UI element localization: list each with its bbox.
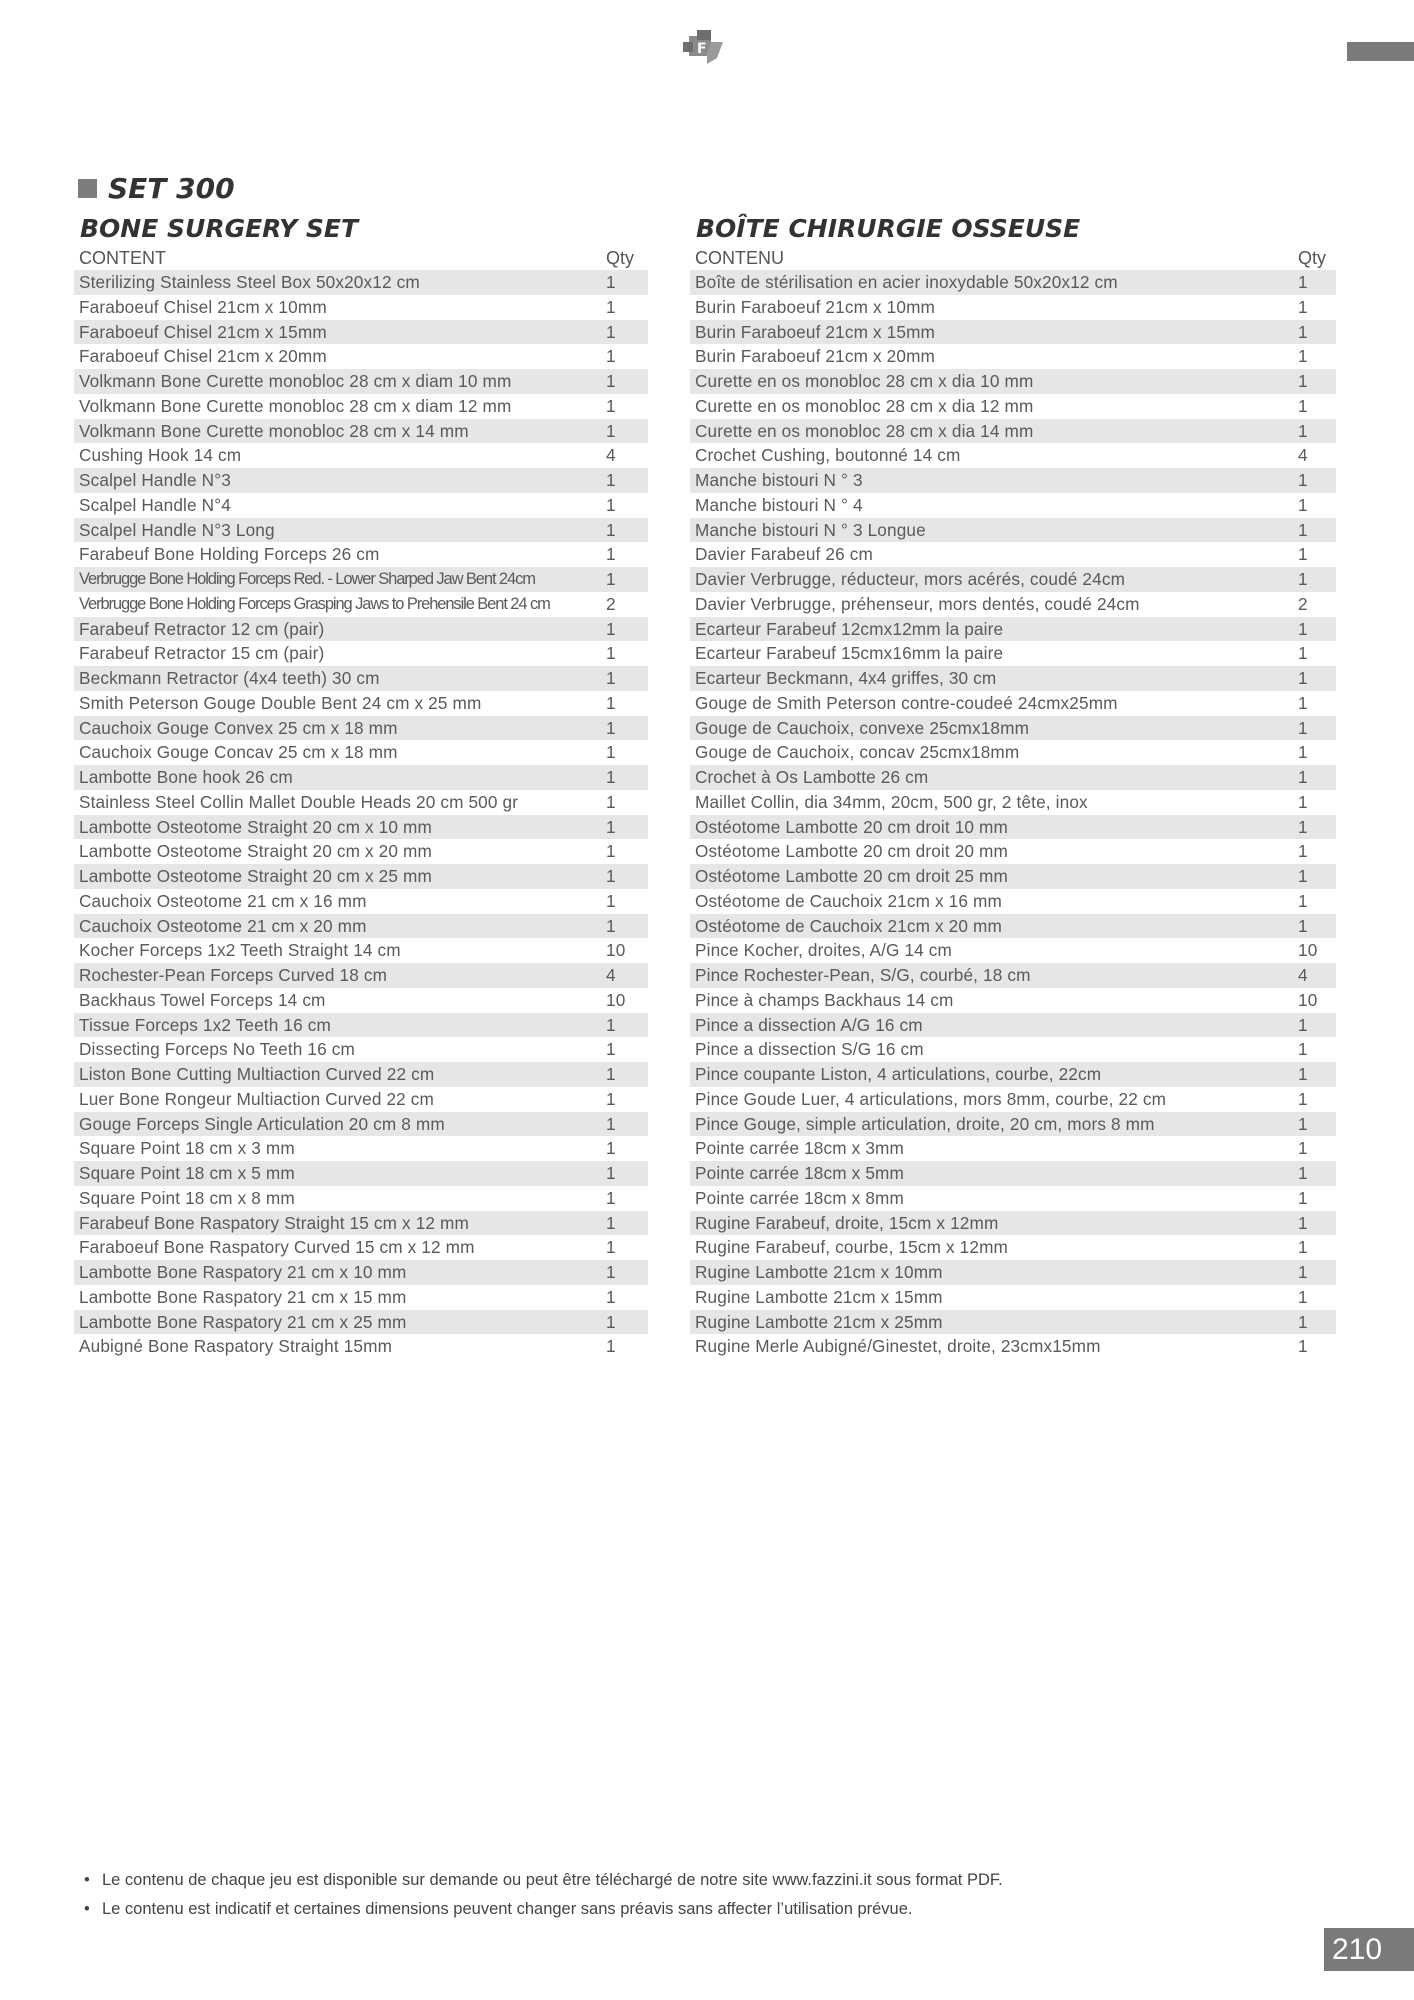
set-title-text: SET 300 — [108, 172, 235, 205]
item-qty: 10 — [1298, 940, 1318, 961]
table-row — [74, 641, 648, 666]
qty-header: Qty — [1298, 248, 1327, 268]
table-row — [74, 270, 648, 295]
item-qty: 1 — [606, 1187, 616, 1208]
table-row — [690, 790, 1336, 815]
item-name: Gouge de Cauchoix, concav 25cmx18mm — [695, 742, 1020, 763]
item-name: Davier Verbrugge, réducteur, mors acérés, coudé 24cm — [695, 569, 1126, 589]
table-row — [74, 592, 648, 617]
item-qty: 1 — [1298, 866, 1308, 886]
item-qty: 1 — [606, 791, 616, 812]
item-qty: 1 — [606, 1336, 616, 1357]
item-name: Rochester-Pean Forceps Curved 18 cm — [79, 965, 388, 985]
item-qty: 10 — [606, 989, 626, 1010]
item-qty: 1 — [1298, 841, 1308, 862]
table-row — [690, 518, 1336, 543]
item-name: Manche bistouri N ° 3 Longue — [695, 519, 926, 540]
item-name: Verbrugge Bone Holding Forceps Red. - Lower Sharped Jaw Bent 24cm — [79, 570, 535, 588]
table-row — [74, 938, 648, 963]
item-name: Faraboeuf Chisel 21cm x 15mm — [79, 321, 327, 342]
item-name: Pointe carrée 18cm x 5mm — [695, 1163, 904, 1183]
item-qty: 1 — [606, 420, 616, 441]
item-qty: 1 — [606, 1311, 616, 1332]
table-row — [74, 691, 648, 716]
item-qty: 1 — [1298, 717, 1308, 738]
item-qty: 1 — [606, 767, 616, 787]
item-name: Farabeuf Retractor 12 cm (pair) — [79, 618, 325, 639]
table-row — [74, 1334, 648, 1359]
table-row — [690, 1285, 1336, 1310]
item-qty: 1 — [606, 346, 616, 367]
item-qty: 1 — [606, 494, 616, 515]
item-qty: 1 — [606, 1212, 616, 1233]
item-name: Lambotte Osteotome Straight 20 cm x 10 mm — [79, 816, 432, 837]
item-qty: 1 — [606, 1064, 616, 1084]
item-name: Dissecting Forceps No Teeth 16 cm — [79, 1039, 355, 1060]
item-qty: 1 — [1298, 494, 1308, 515]
table-row — [690, 740, 1336, 765]
top-right-tab-bar — [1347, 42, 1414, 61]
item-qty: 1 — [606, 618, 616, 639]
table-row — [74, 369, 648, 394]
item-qty: 10 — [606, 940, 626, 961]
item-name: Rugine Lambotte 21cm x 10mm — [695, 1262, 943, 1282]
item-qty: 1 — [1298, 791, 1308, 812]
page-number: 210 — [1324, 1928, 1414, 1971]
item-qty: 4 — [1298, 965, 1308, 985]
item-name: Ecarteur Farabeuf 15cmx16mm la paire — [695, 643, 1004, 664]
item-qty: 1 — [1298, 371, 1308, 391]
footnote-text: Le contenu de chaque jeu est disponible sur demande ou peut être téléchargé de notre site www.fazzini.it sous format PDF. — [102, 1871, 1003, 1889]
table-row — [74, 716, 648, 741]
item-name: Tissue Forceps 1x2 Teeth 16 cm — [79, 1014, 331, 1035]
item-name: Beckmann Retractor (4x4 teeth) 30 cm — [79, 668, 380, 688]
item-qty: 1 — [606, 321, 616, 342]
table-row — [74, 320, 648, 345]
table-row — [690, 765, 1336, 790]
item-name: Ostéotome de Cauchoix 21cm x 20 mm — [695, 915, 1002, 936]
table-row — [690, 1334, 1336, 1359]
item-name: Square Point 18 cm x 3 mm — [79, 1138, 295, 1159]
item-name: Volkmann Bone Curette monobloc 28 cm x diam 12 mm — [79, 395, 512, 416]
item-name: Farabeuf Bone Raspatory Straight 15 cm x 12 mm — [79, 1212, 469, 1233]
item-name: Farabeuf Bone Holding Forceps 26 cm — [79, 544, 380, 565]
item-name: Pince Rochester-Pean, S/G, courbé, 18 cm — [695, 965, 1031, 985]
item-name: Manche bistouri N ° 3 — [695, 470, 863, 490]
item-qty: 1 — [1298, 816, 1308, 837]
table-row — [74, 1235, 648, 1260]
item-qty: 1 — [606, 1014, 616, 1035]
table-row — [74, 1062, 648, 1087]
item-name: Kocher Forceps 1x2 Teeth Straight 14 cm — [79, 940, 401, 961]
qty-header: Qty — [606, 248, 635, 268]
table-row — [74, 1186, 648, 1211]
item-name: Pince Gouge, simple articulation, droite, 20 cm, mors 8 mm — [695, 1113, 1155, 1134]
item-name: Cauchoix Gouge Convex 25 cm x 18 mm — [79, 717, 398, 738]
item-qty: 1 — [606, 272, 616, 292]
table-row — [690, 1161, 1336, 1186]
item-qty: 1 — [1298, 1088, 1308, 1109]
table-row — [690, 344, 1336, 369]
item-name: Lambotte Osteotome Straight 20 cm x 25 mm — [79, 866, 432, 886]
french-title: BOÎTE CHIRURGIE OSSEUSE — [696, 214, 1081, 243]
item-qty: 4 — [606, 965, 616, 985]
item-name: Curette en os monobloc 28 cm x dia 12 mm — [695, 395, 1034, 416]
table-row — [690, 443, 1336, 468]
item-qty: 1 — [1298, 544, 1308, 565]
item-qty: 1 — [1298, 1311, 1308, 1332]
item-qty: 1 — [606, 296, 616, 317]
item-name: Stainless Steel Collin Mallet Double Heads 20 cm 500 gr — [79, 791, 519, 812]
item-name: Square Point 18 cm x 5 mm — [79, 1163, 295, 1183]
table-row — [690, 1186, 1336, 1211]
item-name: Cauchoix Osteotome 21 cm x 20 mm — [79, 915, 367, 936]
item-qty: 1 — [606, 816, 616, 837]
item-qty: 1 — [1298, 1163, 1308, 1183]
item-qty: 2 — [1298, 593, 1308, 614]
table-row — [74, 815, 648, 840]
item-qty: 1 — [1298, 1039, 1308, 1060]
item-qty: 1 — [1298, 395, 1308, 416]
table-row — [690, 1112, 1336, 1137]
table-row — [690, 963, 1336, 988]
item-name: Burin Faraboeuf 21cm x 20mm — [695, 346, 936, 367]
item-name: Scalpel Handle N°4 — [79, 494, 231, 515]
bullet-icon: • — [84, 1871, 90, 1889]
french-column — [690, 212, 1336, 1359]
table-row — [74, 518, 648, 543]
item-qty: 1 — [606, 692, 616, 713]
item-qty: 1 — [606, 1286, 616, 1307]
table-row — [690, 938, 1336, 963]
table-row — [74, 914, 648, 939]
item-name: Pointe carrée 18cm x 3mm — [695, 1138, 904, 1159]
table-row — [690, 1087, 1336, 1112]
item-qty: 1 — [1298, 470, 1308, 490]
french-item-list — [690, 270, 1336, 1359]
table-row — [690, 1062, 1336, 1087]
item-qty: 1 — [606, 717, 616, 738]
item-qty: 1 — [1298, 643, 1308, 664]
item-qty: 4 — [606, 445, 616, 466]
french-header-row — [690, 246, 1336, 270]
item-name: Luer Bone Rongeur Multiaction Curved 22 cm — [79, 1088, 435, 1109]
table-row — [690, 295, 1336, 320]
item-name: Sterilizing Stainless Steel Box 50x20x12 cm — [79, 272, 420, 292]
item-name: Ostéotome Lambotte 20 cm droit 20 mm — [695, 841, 1008, 862]
item-name: Lambotte Bone Raspatory 21 cm x 15 mm — [79, 1286, 407, 1307]
company-logo-icon — [683, 28, 729, 68]
footnote — [84, 1895, 1003, 1924]
item-qty: 1 — [606, 1138, 616, 1159]
item-name: Pince a dissection A/G 16 cm — [695, 1014, 923, 1035]
item-name: Maillet Collin, dia 34mm, 20cm, 500 gr, 2 tête, inox — [695, 791, 1088, 812]
item-name: Pince Kocher, droites, A/G 14 cm — [695, 940, 953, 961]
table-row — [690, 1211, 1336, 1236]
table-row — [74, 1037, 648, 1062]
table-row — [690, 270, 1336, 295]
item-qty: 1 — [1298, 668, 1308, 688]
item-qty: 1 — [1298, 890, 1308, 911]
item-name: Rugine Lambotte 21cm x 15mm — [695, 1286, 943, 1307]
item-name: Curette en os monobloc 28 cm x dia 14 mm — [695, 420, 1034, 441]
item-qty: 1 — [1298, 569, 1308, 589]
table-row — [74, 468, 648, 493]
table-row — [690, 864, 1336, 889]
footnotes — [84, 1866, 1003, 1924]
item-qty: 1 — [606, 890, 616, 911]
item-name: Pointe carrée 18cm x 8mm — [695, 1187, 904, 1208]
item-name: Faraboeuf Chisel 21cm x 10mm — [79, 296, 327, 317]
bullet-icon: • — [84, 1900, 90, 1918]
item-name: Lambotte Bone Raspatory 21 cm x 25 mm — [79, 1311, 407, 1332]
item-name: Burin Faraboeuf 21cm x 10mm — [695, 296, 936, 317]
table-row — [74, 419, 648, 444]
item-name: Pince à champs Backhaus 14 cm — [695, 989, 954, 1010]
item-qty: 1 — [606, 470, 616, 490]
item-qty: 1 — [1298, 1113, 1308, 1134]
table-row — [74, 889, 648, 914]
english-title: BONE SURGERY SET — [80, 214, 359, 243]
table-row — [74, 666, 648, 691]
item-name: Gouge Forceps Single Articulation 20 cm 8 mm — [79, 1113, 445, 1134]
english-header-row — [74, 246, 648, 270]
table-row — [690, 369, 1336, 394]
item-name: Volkmann Bone Curette monobloc 28 cm x 14 mm — [79, 420, 469, 441]
item-name: Davier Farabeuf 26 cm — [695, 544, 873, 565]
footnote — [84, 1866, 1003, 1895]
table-row — [74, 1285, 648, 1310]
item-name: Cushing Hook 14 cm — [79, 445, 242, 466]
item-name: Lambotte Bone hook 26 cm — [79, 767, 293, 787]
item-qty: 1 — [1298, 1286, 1308, 1307]
item-name: Smith Peterson Gouge Double Bent 24 cm x 25 mm — [79, 692, 482, 713]
item-qty: 1 — [606, 1237, 616, 1258]
table-row — [74, 493, 648, 518]
item-qty: 1 — [1298, 618, 1308, 639]
item-qty: 1 — [606, 1113, 616, 1134]
item-qty: 1 — [1298, 321, 1308, 342]
item-qty: 1 — [1298, 519, 1308, 540]
table-row — [74, 394, 648, 419]
table-row — [74, 790, 648, 815]
table-row — [690, 617, 1336, 642]
table-row — [74, 617, 648, 642]
item-qty: 1 — [1298, 1336, 1308, 1357]
item-qty: 1 — [1298, 296, 1308, 317]
item-qty: 1 — [606, 1088, 616, 1109]
item-name: Pince coupante Liston, 4 articulations, courbe, 22cm — [695, 1064, 1102, 1084]
item-qty: 4 — [1298, 445, 1308, 466]
item-name: Crochet à Os Lambotte 26 cm — [695, 767, 929, 787]
item-qty: 1 — [606, 395, 616, 416]
table-row — [690, 666, 1336, 691]
table-row — [690, 1235, 1336, 1260]
item-qty: 1 — [1298, 1014, 1308, 1035]
table-row — [74, 988, 648, 1013]
item-qty: 1 — [606, 519, 616, 540]
table-row — [74, 765, 648, 790]
item-qty: 1 — [606, 1039, 616, 1060]
svg-text:F: F — [697, 41, 707, 57]
item-qty: 1 — [606, 544, 616, 565]
table-row — [690, 394, 1336, 419]
table-row — [690, 889, 1336, 914]
item-qty: 1 — [1298, 692, 1308, 713]
table-row — [74, 1161, 648, 1186]
item-qty: 2 — [606, 593, 616, 614]
table-row — [690, 1037, 1336, 1062]
footnote-text: Le contenu est indicatif et certaines dimensions peuvent changer sans préavis sans affecter l’utilisation prévue. — [102, 1900, 913, 1918]
item-name: Curette en os monobloc 28 cm x dia 10 mm — [695, 371, 1034, 391]
table-row — [74, 1310, 648, 1335]
item-qty: 1 — [1298, 767, 1308, 787]
table-row — [690, 716, 1336, 741]
table-row — [74, 443, 648, 468]
item-qty: 1 — [1298, 1064, 1308, 1084]
item-name: Square Point 18 cm x 8 mm — [79, 1187, 295, 1208]
table-row — [74, 740, 648, 765]
item-name: Gouge de Smith Peterson contre-coudeé 24cmx25mm — [695, 692, 1118, 713]
item-qty: 1 — [1298, 1212, 1308, 1233]
table-row — [74, 1013, 648, 1038]
table-row — [74, 295, 648, 320]
content-header: CONTENT — [79, 248, 166, 268]
table-row — [74, 1211, 648, 1236]
table-row — [690, 542, 1336, 567]
table-row — [690, 988, 1336, 1013]
item-qty: 1 — [606, 915, 616, 936]
item-qty: 1 — [1298, 1187, 1308, 1208]
table-row — [690, 1260, 1336, 1285]
item-qty: 1 — [606, 1163, 616, 1183]
item-name: Rugine Lambotte 21cm x 25mm — [695, 1311, 943, 1332]
item-name: Ostéotome Lambotte 20 cm droit 10 mm — [695, 816, 1008, 837]
item-name: Lambotte Bone Raspatory 21 cm x 10 mm — [79, 1262, 407, 1282]
table-row — [74, 1260, 648, 1285]
item-name: Burin Faraboeuf 21cm x 15mm — [695, 321, 936, 342]
table-row — [690, 419, 1336, 444]
item-name: Faraboeuf Bone Raspatory Curved 15 cm x 12 mm — [79, 1237, 475, 1258]
item-name: Farabeuf Retractor 15 cm (pair) — [79, 643, 325, 664]
item-qty: 1 — [606, 569, 616, 589]
item-name: Boîte de stérilisation en acier inoxydable 50x20x12 cm — [695, 272, 1118, 292]
table-row — [690, 641, 1336, 666]
table-row — [74, 963, 648, 988]
item-name: Ostéotome de Cauchoix 21cm x 16 mm — [695, 890, 1002, 911]
item-qty: 1 — [606, 866, 616, 886]
item-name: Verbrugge Bone Holding Forceps Grasping Jaws to Prehensile Bent 24 cm — [79, 594, 550, 613]
item-name: Faraboeuf Chisel 21cm x 20mm — [79, 346, 327, 367]
item-name: Pince Goude Luer, 4 articulations, mors 8mm, courbe, 22 cm — [695, 1088, 1167, 1109]
table-row — [690, 1136, 1336, 1161]
item-name: Pince a dissection S/G 16 cm — [695, 1039, 924, 1060]
table-row — [74, 1136, 648, 1161]
title-square-icon — [78, 179, 97, 198]
table-row — [74, 542, 648, 567]
table-row — [74, 839, 648, 864]
item-qty: 1 — [606, 1262, 616, 1282]
item-qty: 1 — [1298, 915, 1308, 936]
item-qty: 1 — [1298, 742, 1308, 763]
set-title — [78, 172, 235, 205]
item-qty: 1 — [1298, 1262, 1308, 1282]
table-row — [690, 1013, 1336, 1038]
table-row — [690, 839, 1336, 864]
table-row — [690, 815, 1336, 840]
table-row — [74, 1112, 648, 1137]
table-row — [690, 493, 1336, 518]
item-qty: 1 — [606, 668, 616, 688]
item-qty: 1 — [1298, 420, 1308, 441]
item-name: Backhaus Towel Forceps 14 cm — [79, 989, 326, 1010]
item-name: Rugine Farabeuf, courbe, 15cm x 12mm — [695, 1237, 1009, 1258]
english-item-list — [74, 270, 648, 1359]
item-qty: 1 — [606, 841, 616, 862]
item-name: Cauchoix Gouge Concav 25 cm x 18 mm — [79, 742, 398, 763]
table-row — [74, 344, 648, 369]
item-name: Ostéotome Lambotte 20 cm droit 25 mm — [695, 866, 1008, 886]
item-name: Crochet Cushing, boutonné 14 cm — [695, 445, 961, 466]
item-name: Rugine Merle Aubigné/Ginestet, droite, 23cmx15mm — [695, 1336, 1101, 1357]
item-qty: 1 — [606, 643, 616, 664]
table-row — [74, 864, 648, 889]
table-row — [690, 691, 1336, 716]
item-qty: 10 — [1298, 989, 1318, 1010]
item-qty: 1 — [1298, 272, 1308, 292]
item-name: Volkmann Bone Curette monobloc 28 cm x diam 10 mm — [79, 371, 512, 391]
table-row — [690, 592, 1336, 617]
item-name: Liston Bone Cutting Multiaction Curved 22 cm — [79, 1064, 435, 1084]
item-qty: 1 — [606, 742, 616, 763]
item-qty: 1 — [606, 371, 616, 391]
item-name: Gouge de Cauchoix, convexe 25cmx18mm — [695, 717, 1030, 738]
item-name: Manche bistouri N ° 4 — [695, 494, 863, 515]
item-name: Aubigné Bone Raspatory Straight 15mm — [79, 1336, 393, 1357]
content-header: CONTENU — [695, 248, 784, 268]
item-name: Cauchoix Osteotome 21 cm x 16 mm — [79, 890, 367, 911]
table-row — [74, 1087, 648, 1112]
item-qty: 1 — [1298, 1138, 1308, 1159]
table-row — [74, 567, 648, 592]
table-row — [690, 320, 1336, 345]
english-column — [74, 212, 648, 1359]
table-row — [690, 914, 1336, 939]
item-name: Davier Verbrugge, préhenseur, mors dentés, coudé 24cm — [695, 593, 1140, 614]
item-qty: 1 — [1298, 346, 1308, 367]
item-name: Lambotte Osteotome Straight 20 cm x 20 mm — [79, 841, 432, 862]
item-name: Ecarteur Farabeuf 12cmx12mm la paire — [695, 618, 1004, 639]
item-name: Ecarteur Beckmann, 4x4 griffes, 30 cm — [695, 668, 997, 688]
table-row — [690, 1310, 1336, 1335]
item-name: Rugine Farabeuf, droite, 15cm x 12mm — [695, 1212, 999, 1233]
item-qty: 1 — [1298, 1237, 1308, 1258]
table-row — [690, 567, 1336, 592]
table-row — [690, 468, 1336, 493]
item-name: Scalpel Handle N°3 Long — [79, 519, 275, 540]
item-name: Scalpel Handle N°3 — [79, 470, 231, 490]
